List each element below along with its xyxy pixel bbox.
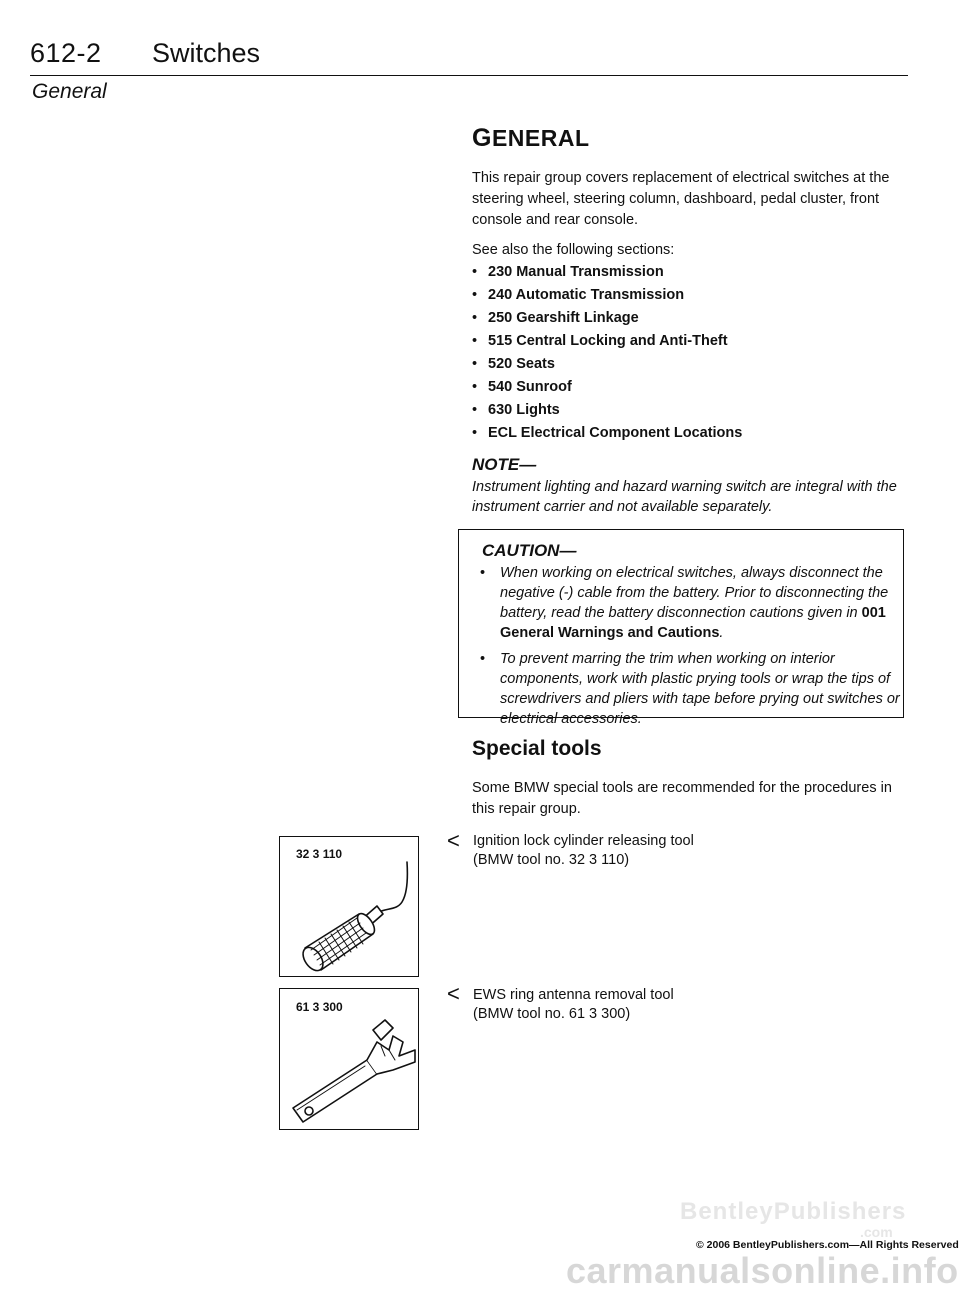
list-item: • 540 Sunroof xyxy=(472,377,912,400)
tool-caption-line2: (BMW tool no. 32 3 110) xyxy=(473,852,630,868)
caution-list xyxy=(480,563,900,735)
general-heading-initial: G xyxy=(472,124,492,152)
caution-item: • To prevent marring the trim when working on interior components, work with plastic prying tools or wrap the tips of screwdrivers and pliers with tape before prying out switches or electrical accessories. xyxy=(480,649,900,729)
caution-item-end: . xyxy=(719,625,724,641)
section-number: 612-2 xyxy=(30,38,102,68)
list-item: • 520 Seats xyxy=(472,354,912,377)
list-item: • ECL Electrical Component Locations xyxy=(472,423,912,446)
tool-caption-line2: (BMW tool no. 61 3 300) xyxy=(473,1006,631,1022)
site-watermark: carmanualsonline.info xyxy=(566,1250,959,1291)
note-heading: NOTE— xyxy=(472,455,537,474)
intro-paragraph: This repair group covers replacement of electrical switches at the steering wheel, steering column, dashboard, pedal cluster, front console and rear console. xyxy=(472,170,890,228)
tool-caption-line1: EWS ring antenna removal tool xyxy=(473,987,674,1003)
caution-item-text: When working on electrical switches, always disconnect the negative (-) cable from the battery. Prior to disconnecting the battery, read the battery disconnection cautions given in xyxy=(500,565,889,621)
tool-part-number: 61 3 300 xyxy=(296,1000,343,1014)
special-tools-heading: Special tools xyxy=(472,737,602,760)
tool-part-number: 32 3 110 xyxy=(296,847,343,861)
general-heading xyxy=(472,124,590,153)
special-tools-intro: Some BMW special tools are recommended for the procedures in this repair group. xyxy=(472,780,892,817)
see-also-list xyxy=(472,262,912,446)
list-item: • 230 Manual Transmission xyxy=(472,262,912,285)
publisher-watermark-suffix: .com xyxy=(860,1224,893,1240)
header-rule xyxy=(30,75,908,76)
caution-item xyxy=(480,563,900,643)
list-item: • 250 Gearshift Linkage xyxy=(472,308,912,331)
note-text: Instrument lighting and hazard warning switch are integral with the instrument carrier and not available separately. xyxy=(472,479,897,515)
tool-caption-line1: Ignition lock cylinder releasing tool xyxy=(473,833,694,849)
general-heading-rest: ENERAL xyxy=(491,125,590,151)
see-also-text: See also the following sections: xyxy=(472,242,675,258)
list-item: • 240 Automatic Transmission xyxy=(472,285,912,308)
caution-heading: CAUTION— xyxy=(482,541,577,560)
section-subtitle: General xyxy=(32,80,107,103)
publisher-watermark: BentleyPublishers xyxy=(680,1198,907,1225)
list-item: • 515 Central Locking and Anti-Theft xyxy=(472,331,912,354)
list-item: • 630 Lights xyxy=(472,400,912,423)
arrow-left-icon: < xyxy=(447,828,460,853)
tool-caption xyxy=(473,986,773,1024)
copyright-notice: © 2006 BentleyPublishers.com—All Rights Reserved xyxy=(696,1239,959,1251)
caution-reference: 001 General Warnings and Cautions xyxy=(500,605,886,641)
tool-caption xyxy=(473,832,773,870)
arrow-left-icon: < xyxy=(447,981,460,1006)
chapter-title: Switches xyxy=(152,38,261,68)
